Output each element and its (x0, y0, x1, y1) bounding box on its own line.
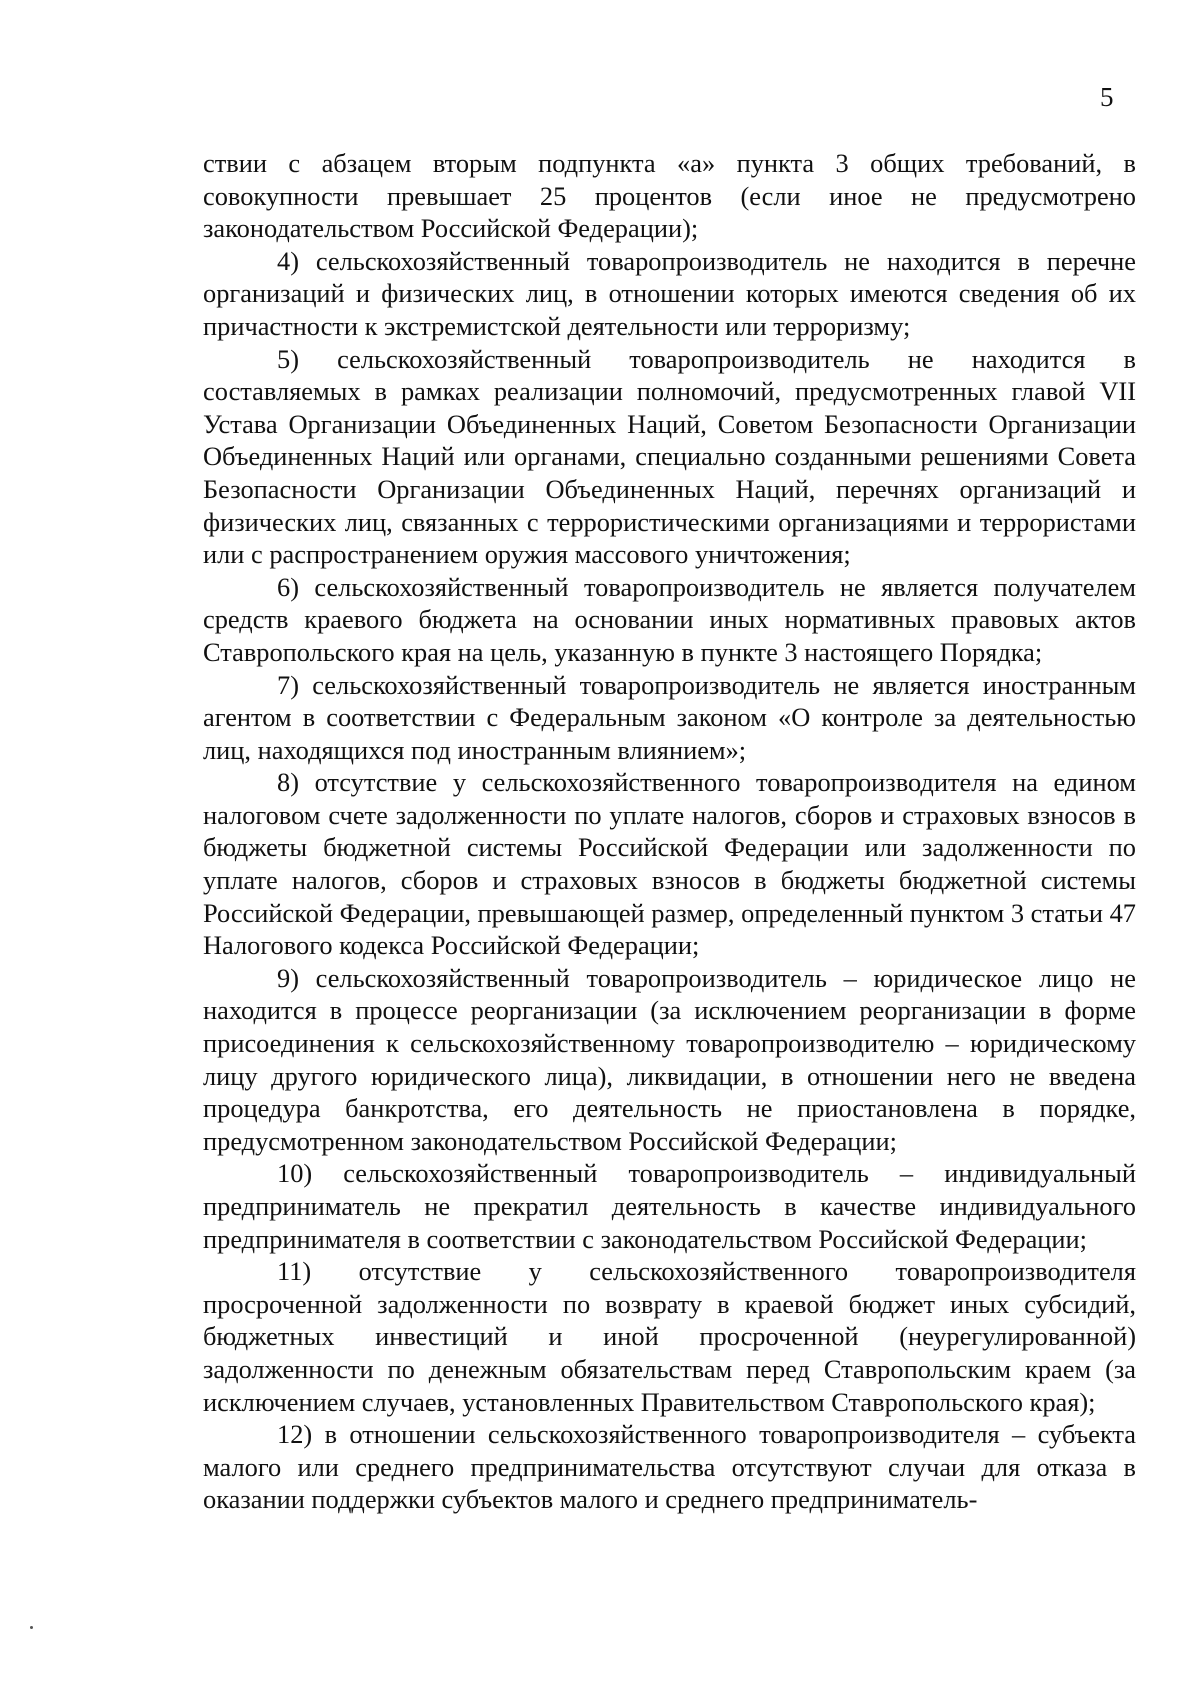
paragraph-item-6: 6) сельскохозяйственный товаропроизводитель не является получателем средств краевого бюджета на основании иных нормативных правовых актов Ставропольского края на цель, указанную в пункте 3 настоящего Порядка; (203, 571, 1136, 667)
page-number: 5 (1100, 82, 1114, 112)
paragraph-item-4: 4) сельскохозяйственный товаропроизводитель не находится в перечне организаций и физических лиц, в отношении которых имеются сведения об их причастности к экстремистской деятельности или терроризму; (203, 245, 1136, 341)
paragraph-item-11: 11) отсутствие у сельскохозяйственного товаропроизводителя просроченной задолженности по возврату в краевой бюджет иных субсидий, бюджетных инвестиций и иной просроченной (неурегулированной) задолженности по денежным обязательствам перед Ставропольским краем (за исключением случаев, установленных Правительством Ставропольского края); (203, 1256, 1136, 1417)
paragraph-item-9: 9) сельскохозяйственный товаропроизводитель – юридическое лицо не находится в процессе реорганизации (за исключением реорганизации в форме присоединения к сельскохозяйственному товаропроизводителю – юридическому лицу другого юридического лица), ликвидации, в отношении него не введена процедура банкротства, его деятельность не приостановлена в порядке, предусмотренном законодательством Российской Федерации; (203, 962, 1136, 1156)
paragraph-item-10: 10) сельскохозяйственный товаропроизводитель – индивидуальный предприниматель не прекратил деятельность в качестве индивидуального предпринимателя в соответствии с законодательством Российской Федерации; (203, 1158, 1136, 1254)
paragraph-item-8: 8) отсутствие у сельскохозяйственного товаропроизводителя на едином налоговом счете задолженности по уплате налогов, сборов и страховых взносов в бюджеты бюджетной системы Российской Федерации или задолженности по уплате налогов, сборов и страховых взносов в бюджеты бюджетной системы Российской Федерации, превышающей размер, определенный пунктом 3 статьи 47 Налогового кодекса Российской Федерации; (203, 767, 1136, 961)
paragraph-item-7: 7) сельскохозяйственный товаропроизводитель не является иностранным агентом в соответствии с Федеральным законом «О контроле за деятельностью лиц, находящихся под иностранным влиянием»; (203, 669, 1136, 765)
paragraph-item-12: 12) в отношении сельскохозяйственного товаропроизводителя – субъекта малого или среднего предпринимательства отсутствуют случаи для отказа в оказании поддержки субъектов малого и среднего предприниматель- (203, 1419, 1136, 1515)
document-body (203, 147, 1136, 1516)
paragraph-item-5: 5) сельскохозяйственный товаропроизводитель не находится в составляемых в рамках реализации полномочий, предусмотренных главой VII Устава Организации Объединенных Наций, Советом Безопасности Организации Объединенных Наций или органами, специально созданными решениями Совета Безопасности Организации Объединенных Наций, перечнях организаций и физических лиц, связанных с террористическими организациями и террористами или с распространением оружия массового уничтожения; (203, 343, 1136, 570)
paragraph-continuation: ствии с абзацем вторым подпункта «а» пункта 3 общих требований, в совокупности превышает 25 процентов (если иное не предусмотрено законодательством Российской Федерации); (203, 148, 1136, 244)
scan-speck (30, 1626, 33, 1629)
